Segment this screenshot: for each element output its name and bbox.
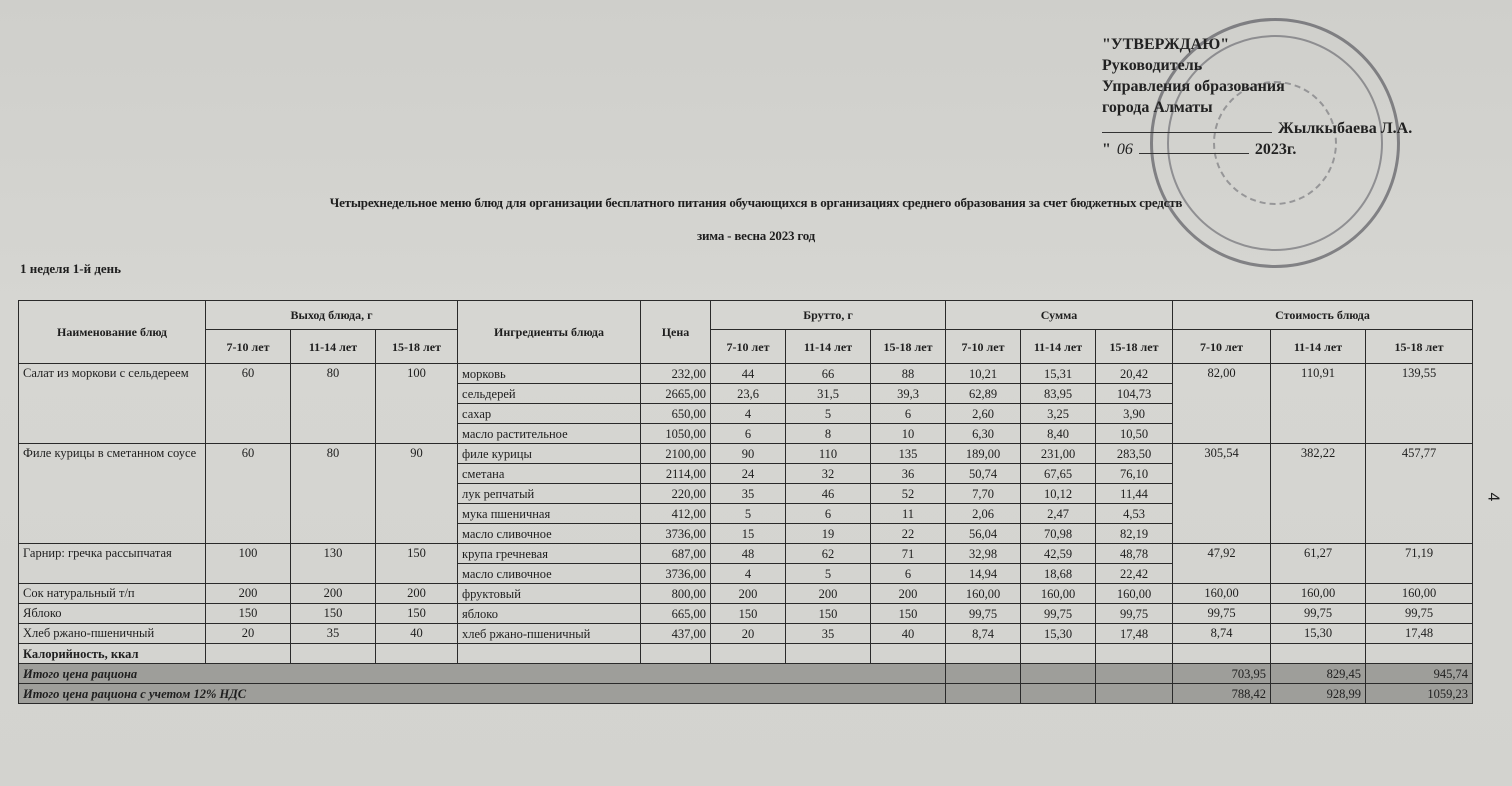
- ingredient-price: 2114,00: [641, 464, 711, 484]
- ingredient-sum: 231,00: [1021, 444, 1096, 464]
- dish-yield: 150: [206, 604, 291, 624]
- header-ingredients: Ингредиенты блюда: [458, 301, 641, 364]
- ingredient-brutto: 88: [871, 364, 946, 384]
- calories-7-10: [206, 644, 291, 664]
- ingredient-brutto: 4: [711, 404, 786, 424]
- ingredient-sum: 82,19: [1096, 524, 1173, 544]
- dish-yield: 200: [206, 584, 291, 604]
- header-brutto-15-18: 15-18 лет: [871, 330, 946, 364]
- header-yield-7-10: 7-10 лет: [206, 330, 291, 364]
- ingredient-name: сметана: [458, 464, 641, 484]
- ingredient-sum: 10,12: [1021, 484, 1096, 504]
- total-label: Итого цена рациона: [19, 664, 946, 684]
- dish-yield: 80: [291, 364, 376, 444]
- total-row: [19, 664, 1473, 684]
- calories-price: [641, 644, 711, 664]
- menu-table-body: [19, 364, 1473, 704]
- date-blank: [1139, 139, 1249, 154]
- ingredient-name: сельдерей: [458, 384, 641, 404]
- dish-yield: 130: [291, 544, 376, 584]
- ingredient-brutto: 32: [786, 464, 871, 484]
- ingredient-name: филе курицы: [458, 444, 641, 464]
- ingredient-sum: 8,74: [946, 624, 1021, 644]
- ingredient-sum: 189,00: [946, 444, 1021, 464]
- ingredient-brutto: 71: [871, 544, 946, 564]
- header-cost: Стоимость блюда: [1173, 301, 1473, 330]
- ingredient-brutto: 200: [711, 584, 786, 604]
- ingredient-sum: 160,00: [1096, 584, 1173, 604]
- ingredient-price: 437,00: [641, 624, 711, 644]
- ingredient-sum: 8,40: [1021, 424, 1096, 444]
- ingredient-sum: 10,50: [1096, 424, 1173, 444]
- ingredient-brutto: 6: [786, 504, 871, 524]
- header-brutto-7-10: 7-10 лет: [711, 330, 786, 364]
- ingredient-sum: 56,04: [946, 524, 1021, 544]
- ingredient-brutto: 35: [786, 624, 871, 644]
- ingredient-sum: 15,31: [1021, 364, 1096, 384]
- calories-sum-1: [946, 644, 1021, 664]
- approval-heading: "УТВЕРЖДАЮ": [1102, 36, 1230, 53]
- calories-label: Калорийность, ккал: [19, 644, 206, 664]
- total-11-14: 829,45: [1271, 664, 1366, 684]
- ingredient-sum: 3,90: [1096, 404, 1173, 424]
- total-blank-3: [1096, 664, 1173, 684]
- dish-cost: 99,75: [1271, 604, 1366, 624]
- calories-row: [19, 644, 1473, 664]
- day-label: 1 неделя 1-й день: [20, 261, 122, 276]
- ingredient-sum: 99,75: [1096, 604, 1173, 624]
- header-price: Цена: [641, 301, 711, 364]
- ingredient-name: фруктовый: [458, 584, 641, 604]
- ingredient-brutto: 150: [711, 604, 786, 624]
- calories-11-14: [291, 644, 376, 664]
- ingredient-brutto: 31,5: [786, 384, 871, 404]
- ingredient-name: мука пшеничная: [458, 504, 641, 524]
- ingredient-price: 220,00: [641, 484, 711, 504]
- ingredient-name: хлеб ржано-пшеничный: [458, 624, 641, 644]
- ingredient-brutto: 110: [786, 444, 871, 464]
- ingredient-name: масло сливочное: [458, 524, 641, 544]
- ingredient-brutto: 19: [786, 524, 871, 544]
- header-dish-name: Наименование блюд: [19, 301, 206, 364]
- ingredient-brutto: 6: [871, 564, 946, 584]
- ingredient-brutto: 44: [711, 364, 786, 384]
- ingredient-sum: 76,10: [1096, 464, 1173, 484]
- ingredient-brutto: 5: [711, 504, 786, 524]
- ingredient-brutto: 200: [871, 584, 946, 604]
- ingredient-price: 412,00: [641, 504, 711, 524]
- ingredient-price: 687,00: [641, 544, 711, 564]
- total-vat-row: [19, 684, 1473, 704]
- total-vat-7-10: 788,42: [1173, 684, 1271, 704]
- ingredient-brutto: 40: [871, 624, 946, 644]
- ingredient-sum: 62,89: [946, 384, 1021, 404]
- approval-line-3: города Алматы: [1102, 99, 1213, 116]
- dish-yield: 200: [291, 584, 376, 604]
- dish-cost: 382,22: [1271, 444, 1366, 544]
- table-row: [19, 544, 1473, 564]
- ingredient-name: лук репчатый: [458, 484, 641, 504]
- ingredient-sum: 22,42: [1096, 564, 1173, 584]
- ingredient-sum: 83,95: [1021, 384, 1096, 404]
- total-vat-15-18: 1059,23: [1366, 684, 1473, 704]
- ingredient-sum: 14,94: [946, 564, 1021, 584]
- ingredient-sum: 18,68: [1021, 564, 1096, 584]
- dish-yield: 150: [291, 604, 376, 624]
- ingredient-sum: 10,21: [946, 364, 1021, 384]
- header-yield: Выход блюда, г: [206, 301, 458, 330]
- approval-line-1: Руководитель: [1102, 57, 1203, 74]
- total-blank-1: [946, 664, 1021, 684]
- total-vat-label: Итого цена рациона с учетом 12% НДС: [19, 684, 946, 704]
- ingredient-brutto: 39,3: [871, 384, 946, 404]
- signature-blank: [1102, 118, 1272, 133]
- dish-yield: 100: [206, 544, 291, 584]
- dish-cost: 15,30: [1271, 624, 1366, 644]
- calories-cost-3: [1366, 644, 1473, 664]
- header-brutto-11-14: 11-14 лет: [786, 330, 871, 364]
- table-row: [19, 364, 1473, 384]
- ingredient-brutto: 6: [711, 424, 786, 444]
- dish-name: Филе курицы в сметанном соусе: [19, 444, 206, 544]
- ingredient-sum: 42,59: [1021, 544, 1096, 564]
- table-row: [19, 624, 1473, 644]
- total-vat-blank-1: [946, 684, 1021, 704]
- ingredient-brutto: 66: [786, 364, 871, 384]
- ingredient-sum: 2,06: [946, 504, 1021, 524]
- dish-cost: 160,00: [1271, 584, 1366, 604]
- header-cost-11-14: 11-14 лет: [1271, 330, 1366, 364]
- dish-yield: 100: [376, 364, 458, 444]
- total-vat-11-14: 928,99: [1271, 684, 1366, 704]
- dish-yield: 60: [206, 364, 291, 444]
- dish-name: Гарнир: гречка рассыпчатая: [19, 544, 206, 584]
- ingredient-sum: 2,47: [1021, 504, 1096, 524]
- ingredient-price: 2100,00: [641, 444, 711, 464]
- dish-name: Яблоко: [19, 604, 206, 624]
- total-blank-2: [1021, 664, 1096, 684]
- approval-date: " 06 2023г.: [1102, 141, 1297, 158]
- ingredient-sum: 20,42: [1096, 364, 1173, 384]
- dish-cost: 160,00: [1173, 584, 1271, 604]
- calories-brutto-3: [871, 644, 946, 664]
- ingredient-brutto: 90: [711, 444, 786, 464]
- calories-sum-3: [1096, 644, 1173, 664]
- dish-cost: 139,55: [1366, 364, 1473, 444]
- ingredient-price: 650,00: [641, 404, 711, 424]
- header-sum-15-18: 15-18 лет: [1096, 330, 1173, 364]
- menu-table: [18, 300, 1473, 704]
- ingredient-price: 800,00: [641, 584, 711, 604]
- ingredient-brutto: 150: [871, 604, 946, 624]
- dish-cost: 99,75: [1366, 604, 1473, 624]
- ingredient-price: 232,00: [641, 364, 711, 384]
- ingredient-brutto: 36: [871, 464, 946, 484]
- ingredient-sum: 50,74: [946, 464, 1021, 484]
- dish-yield: 90: [376, 444, 458, 544]
- header-sum-7-10: 7-10 лет: [946, 330, 1021, 364]
- ingredient-sum: 70,98: [1021, 524, 1096, 544]
- ingredient-sum: 160,00: [946, 584, 1021, 604]
- approval-date-day: 06: [1116, 141, 1133, 158]
- signature-line: [1102, 118, 1412, 139]
- dish-cost: 61,27: [1271, 544, 1366, 584]
- total-15-18: 945,74: [1366, 664, 1473, 684]
- header-cost-7-10: 7-10 лет: [1173, 330, 1271, 364]
- header-sum: Сумма: [946, 301, 1173, 330]
- dish-cost: 457,77: [1366, 444, 1473, 544]
- dish-yield: 60: [206, 444, 291, 544]
- calories-cost-2: [1271, 644, 1366, 664]
- ingredient-sum: 67,65: [1021, 464, 1096, 484]
- ingredient-name: масло растительное: [458, 424, 641, 444]
- dish-cost: 47,92: [1173, 544, 1271, 584]
- header-sum-11-14: 11-14 лет: [1021, 330, 1096, 364]
- ingredient-brutto: 22: [871, 524, 946, 544]
- ingredient-brutto: 4: [711, 564, 786, 584]
- ingredient-brutto: 35: [711, 484, 786, 504]
- calories-brutto-2: [786, 644, 871, 664]
- dish-cost: 71,19: [1366, 544, 1473, 584]
- header-yield-15-18: 15-18 лет: [376, 330, 458, 364]
- ingredient-name: яблоко: [458, 604, 641, 624]
- ingredient-brutto: 52: [871, 484, 946, 504]
- dish-yield: 35: [291, 624, 376, 644]
- ingredient-brutto: 150: [786, 604, 871, 624]
- header-yield-11-14: 11-14 лет: [291, 330, 376, 364]
- ingredient-brutto: 8: [786, 424, 871, 444]
- table-row: [19, 444, 1473, 464]
- calories-ingredient: [458, 644, 641, 664]
- ingredient-brutto: 11: [871, 504, 946, 524]
- ingredient-name: крупа гречневая: [458, 544, 641, 564]
- dish-name: Хлеб ржано-пшеничный: [19, 624, 206, 644]
- ingredient-brutto: 46: [786, 484, 871, 504]
- dish-cost: 8,74: [1173, 624, 1271, 644]
- document-subtitle: зима - весна 2023 год: [696, 228, 816, 243]
- document-title: Четырехнедельное меню блюд для организации бесплатного питания обучающихся в организациях среднего образования за счет бюджетных средств: [329, 195, 1183, 210]
- ingredient-sum: 99,75: [1021, 604, 1096, 624]
- dish-cost: 17,48: [1366, 624, 1473, 644]
- dish-cost: 305,54: [1173, 444, 1271, 544]
- ingredient-sum: 4,53: [1096, 504, 1173, 524]
- calories-brutto-1: [711, 644, 786, 664]
- ingredient-sum: 2,60: [946, 404, 1021, 424]
- ingredient-brutto: 24: [711, 464, 786, 484]
- ingredient-sum: 7,70: [946, 484, 1021, 504]
- header-cost-15-18: 15-18 лет: [1366, 330, 1473, 364]
- total-vat-blank-2: [1021, 684, 1096, 704]
- dish-cost: 82,00: [1173, 364, 1271, 444]
- ingredient-sum: 160,00: [1021, 584, 1096, 604]
- ingredient-price: 665,00: [641, 604, 711, 624]
- ingredient-price: 2665,00: [641, 384, 711, 404]
- ingredient-sum: 32,98: [946, 544, 1021, 564]
- approval-line-2: Управления образования: [1102, 78, 1285, 95]
- ingredient-brutto: 5: [786, 404, 871, 424]
- ingredient-sum: 283,50: [1096, 444, 1173, 464]
- calories-sum-2: [1021, 644, 1096, 664]
- dish-name: Салат из моркови с сельдереем: [19, 364, 206, 444]
- ingredient-sum: 11,44: [1096, 484, 1173, 504]
- dish-cost: 160,00: [1366, 584, 1473, 604]
- ingredient-price: 3736,00: [641, 524, 711, 544]
- ingredient-brutto: 48: [711, 544, 786, 564]
- ingredient-sum: 3,25: [1021, 404, 1096, 424]
- ingredient-price: 3736,00: [641, 564, 711, 584]
- dish-yield: 200: [376, 584, 458, 604]
- total-7-10: 703,95: [1173, 664, 1271, 684]
- calories-15-18: [376, 644, 458, 664]
- ingredient-sum: 99,75: [946, 604, 1021, 624]
- ingredient-name: морковь: [458, 364, 641, 384]
- table-row: [19, 604, 1473, 624]
- ingredient-sum: 48,78: [1096, 544, 1173, 564]
- ingredient-brutto: 200: [786, 584, 871, 604]
- calories-cost-1: [1173, 644, 1271, 664]
- ingredient-brutto: 5: [786, 564, 871, 584]
- ingredient-sum: 17,48: [1096, 624, 1173, 644]
- ingredient-brutto: 135: [871, 444, 946, 464]
- ingredient-brutto: 6: [871, 404, 946, 424]
- dish-yield: 80: [291, 444, 376, 544]
- ingredient-brutto: 20: [711, 624, 786, 644]
- ingredient-sum: 15,30: [1021, 624, 1096, 644]
- dish-cost: 110,91: [1271, 364, 1366, 444]
- ingredient-brutto: 15: [711, 524, 786, 544]
- approval-block: [1102, 34, 1412, 160]
- page-number: 4: [1484, 492, 1502, 502]
- dish-yield: 40: [376, 624, 458, 644]
- dish-yield: 150: [376, 544, 458, 584]
- ingredient-name: сахар: [458, 404, 641, 424]
- ingredient-sum: 6,30: [946, 424, 1021, 444]
- ingredient-sum: 104,73: [1096, 384, 1173, 404]
- header-brutto: Брутто, г: [711, 301, 946, 330]
- dish-cost: 99,75: [1173, 604, 1271, 624]
- approval-date-year: 2023г.: [1254, 141, 1297, 158]
- ingredient-price: 1050,00: [641, 424, 711, 444]
- dish-name: Сок натуральный т/п: [19, 584, 206, 604]
- table-row: [19, 584, 1473, 604]
- ingredient-name: масло сливочное: [458, 564, 641, 584]
- ingredient-brutto: 10: [871, 424, 946, 444]
- dish-yield: 150: [376, 604, 458, 624]
- dish-yield: 20: [206, 624, 291, 644]
- ingredient-brutto: 23,6: [711, 384, 786, 404]
- total-vat-blank-3: [1096, 684, 1173, 704]
- ingredient-brutto: 62: [786, 544, 871, 564]
- signer-name: Жылкыбаева Л.А.: [1278, 120, 1413, 137]
